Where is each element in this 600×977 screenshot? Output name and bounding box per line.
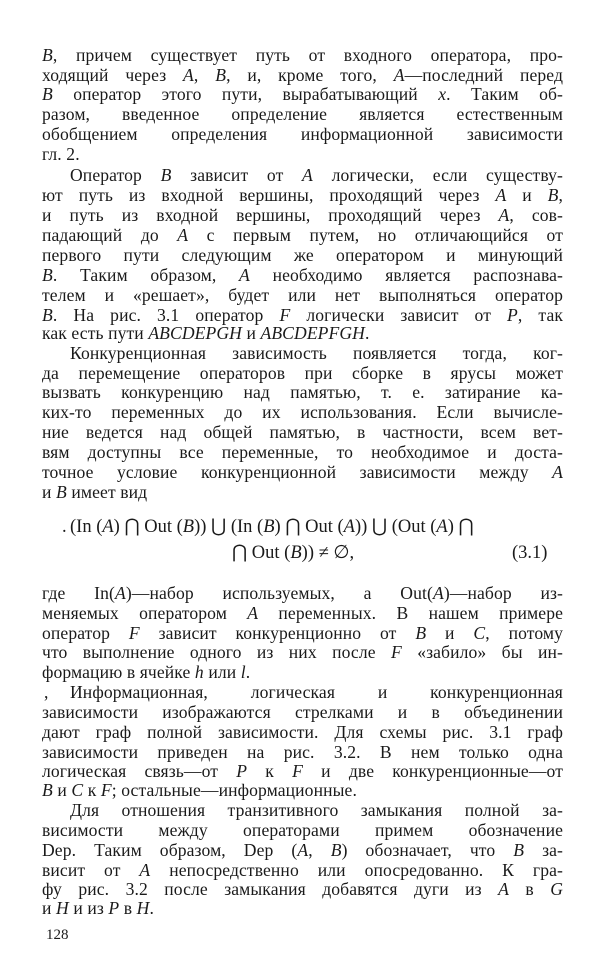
text-line: Информационная, логическая и конкуренционная	[70, 682, 563, 702]
text-line: вызвать конкуренцию над памятью, т. е. затирание ка-	[42, 382, 563, 402]
text-line: B оператор этого пути, вырабатывающий x. Таким об-	[42, 84, 563, 104]
text-line: Оператор B зависит от A логически, если существу-	[70, 165, 563, 185]
text-line: падающий до A с первым путем, но отличающийся от	[42, 225, 563, 245]
text-line: телем и «решает», будет или нет выполняться оператор	[42, 285, 563, 305]
text-line: ходящий через A, B, и, кроме того, A—последний перед	[42, 65, 564, 85]
text-line: Dep. Таким образом, Dep (A, B) обозначает, что B за-	[42, 840, 563, 860]
text-line: Конкуренционная зависимость появляется тогда, ког-	[70, 343, 563, 363]
text-line: ют путь из входной вершины, проходящий через A и B,	[42, 185, 564, 205]
text-line: и B имеет вид	[42, 482, 148, 502]
text-line: разом, введенное определение является естественным	[42, 104, 563, 124]
formula-line-2: ⋂ Out (B)) ≠ ∅,	[232, 543, 355, 563]
text-line: формацию в ячейке h или l.	[42, 662, 251, 682]
text-line: B и C к F; остальные—информационные.	[42, 780, 357, 800]
text-line: ние ведется над общей памятью, в частности, всем вет-	[42, 422, 563, 442]
text-line: как есть пути ABCDEPGH и ABCDEPFGH.	[42, 323, 370, 343]
text-line: обобщением определения информационной зависимости	[42, 124, 563, 144]
text-line: меняемых оператором A переменных. В нашем примере	[42, 603, 563, 623]
text-line: зависимости приведен на рис. 3.2. В нем только одна	[42, 742, 563, 762]
text-line: да перемещение операторов при сборке в ярусы может	[42, 363, 563, 383]
text-line: B, причем существует путь от входного оператора, про-	[42, 45, 563, 65]
equation-number: (3.1)	[512, 543, 548, 563]
text-line: где In(A)—набор используемых, а Out(A)—набор из-	[42, 583, 564, 603]
formula-line-1: (In (A) ⋂ Out (B)) ⋃ (In (B) ⋂ Out (A)) ⋃ (Out (A) ⋂	[70, 517, 474, 537]
text-line: гл. 2.	[42, 144, 80, 164]
text-line: логическая связь—от P к F и две конкуренционные—от	[42, 761, 563, 781]
text-line: фу рис. 3.2 после замыкания добавятся дуги из A в G	[42, 879, 563, 899]
text-line: ких-то переменных до их использования. Если вычисле-	[42, 402, 563, 422]
text-line: Для отношения транзитивного замыкания полной за-	[70, 800, 563, 820]
text-line: первого пути следующим же оператором и минующий	[42, 245, 563, 265]
text-line: вям доступны все переменные, то необходимое и доста-	[42, 442, 563, 462]
text-line: и путь из входной вершины, проходящий через A, сов-	[42, 205, 563, 225]
stray-mark: ,	[44, 682, 49, 702]
text-line: висимости между операторами примем обозначение	[42, 820, 563, 840]
formula-dot: .	[62, 517, 67, 537]
text-line: дают граф полной зависимости. Для схемы рис. 3.1 граф	[42, 722, 563, 742]
text-line: и H и из P в H.	[42, 898, 154, 918]
text-line: зависимости изображаются стрелками и в объединении	[42, 702, 563, 722]
text-line: точное условие конкуренционной зависимости между A	[42, 462, 563, 482]
page-number: 128	[46, 927, 69, 943]
text-line: B. На рис. 3.1 оператор F логически зависит от P, так	[42, 305, 563, 325]
text-line: что выполнение одного из них после F «забило» бы ин-	[42, 642, 563, 662]
text-line: висит от A непосредственно или опосредованно. К гра-	[42, 860, 564, 880]
text-line: B. Таким образом, A необходимо является распознава-	[42, 265, 563, 285]
text-line: оператор F зависит конкуренционно от B и C, потому	[42, 623, 564, 643]
